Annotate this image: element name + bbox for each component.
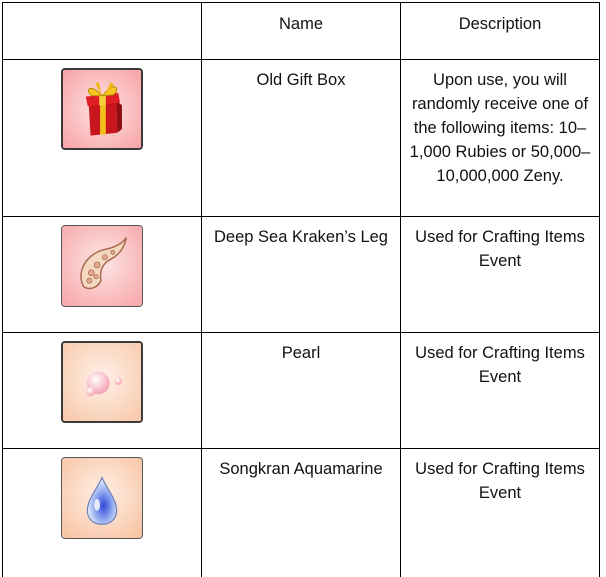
icon-cell <box>3 60 202 217</box>
aquamarine-icon <box>61 457 143 539</box>
item-description: Used for Crafting Items Event <box>401 449 600 577</box>
items-table <box>2 2 600 577</box>
item-description: Used for Crafting Items Event <box>401 217 600 333</box>
item-description: Used for Crafting Items Event <box>401 333 600 449</box>
table-row <box>3 60 600 217</box>
item-description: Upon use, you will randomly receive one of the following items: 10–1,000 Rubies or 50,000–10,000,000 Zeny. <box>401 60 600 217</box>
item-name: Songkran Aquamarine <box>202 449 401 577</box>
gift-box-icon <box>61 68 143 150</box>
table-row <box>3 333 600 449</box>
pearl-icon <box>61 341 143 423</box>
header-name: Name <box>202 3 401 60</box>
item-name: Old Gift Box <box>202 60 401 217</box>
header-description: Description <box>401 3 600 60</box>
item-name: Deep Sea Kraken’s Leg <box>202 217 401 333</box>
table-row <box>3 217 600 333</box>
header-icon-cell <box>3 3 202 60</box>
header-row <box>3 3 600 60</box>
table-row <box>3 449 600 577</box>
icon-cell <box>3 333 202 449</box>
icon-cell <box>3 217 202 333</box>
kraken-leg-icon <box>61 225 143 307</box>
icon-cell <box>3 449 202 577</box>
item-name: Pearl <box>202 333 401 449</box>
